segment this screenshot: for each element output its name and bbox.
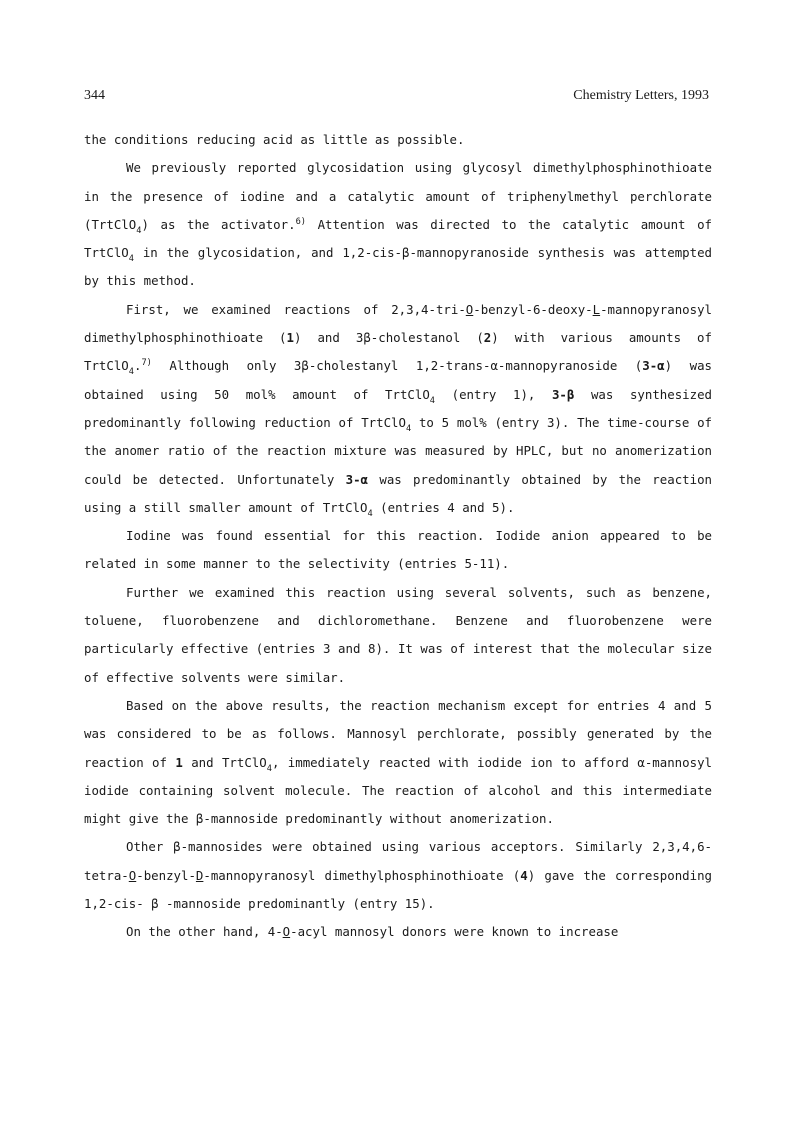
paragraph-glycosidation: [84, 154, 712, 295]
text-segment: L: [592, 301, 601, 317]
text-segment: O: [282, 924, 291, 940]
text-segment: to 5 mol% (entry 3). The time-course of the anomer ratio of the reaction mixture was measured by HPLC, but no anomerization could be detected. Unfortunately: [84, 414, 712, 487]
text-segment: On the other hand, 4-: [126, 924, 283, 940]
text-segment: -benzyl-: [136, 867, 196, 883]
text-segment: .: [133, 358, 142, 374]
text-segment: We previously reported glycosidation using glycosyl dimethylphosphinothioate in the presence of iodine and a catalytic amount of triphenylmethyl perchlorate (TrtClO: [84, 160, 712, 232]
text-segment: 4: [128, 367, 134, 378]
text-segment: ) was obtained using 50 mol% amount of TrtClO: [84, 358, 712, 402]
text-segment: -mannopyranosyl dimethylphosphinothioate (: [203, 867, 521, 883]
text-segment: Based on the above results, the reaction mechanism except for entries 4 and 5 was considered to be as follows. Mannosyl perchlorate, possibly generated by the reaction of: [84, 697, 712, 770]
text-segment: -benzyl-6-deoxy-: [473, 301, 593, 317]
text-segment: , immediately reacted with iodide ion to afford α-mannosyl iodide containing solvent molecule. The reaction of alcohol and this intermediate might give the β-mannoside predominantly without anomerization.: [84, 754, 712, 827]
text-segment: O: [128, 867, 137, 883]
text-segment: was synthesized predominantly following reduction of TrtClO: [84, 386, 713, 430]
text-segment: ) as the activator.: [141, 216, 296, 232]
text-segment: 4: [429, 395, 436, 406]
text-segment: First, we examined reactions of 2,3,4-tri-: [126, 301, 466, 317]
text-segment: 3-α: [642, 358, 665, 374]
text-segment: Other β-mannosides were obtained using various acceptors. Similarly 2,3,4,6-tetra-: [84, 839, 712, 883]
paragraph-iodine: [84, 522, 712, 579]
text-segment: 1: [175, 754, 183, 770]
paragraph-acyl-donors: [84, 918, 712, 946]
text-segment: 6): [295, 216, 306, 227]
text-segment: 7): [141, 358, 152, 369]
page-number: 344: [84, 88, 105, 103]
text-segment: 3-α: [345, 471, 369, 487]
text-segment: D: [195, 867, 204, 883]
text-segment: ) and 3β-cholestanol (: [293, 330, 484, 346]
text-segment: 2: [483, 330, 492, 346]
text-segment: 1: [286, 330, 294, 346]
text-segment: (entry 1),: [435, 386, 552, 402]
text-segment: Although only 3β-cholestanyl 1,2-trans-α-mannopyranoside (: [151, 358, 643, 374]
text-segment: 4: [405, 423, 412, 434]
paragraph-solvents: [84, 579, 712, 692]
text-segment: 4: [128, 254, 134, 265]
text-segment: the conditions reducing acid as little as possible.: [84, 132, 465, 147]
text-segment: 4: [136, 225, 142, 236]
text-segment: and TrtClO: [182, 754, 267, 770]
text-segment: ) with various amounts of TrtClO: [84, 330, 712, 374]
text-segment: was predominantly obtained by the reaction using a still smaller amount of TrtClO: [84, 471, 712, 515]
text-segment: Iodine was found essential for this reaction. Iodide anion appeared to be related in some manner to the selectivity (entries 5-11).: [84, 528, 712, 572]
paragraph-reactions: [84, 296, 712, 522]
text-segment: in the glycosidation, and 1,2-cis-β-mannopyranoside synthesis was attempted by this method.: [84, 245, 712, 289]
text-segment: -mannopyranosyl dimethylphosphinothioate (: [84, 301, 712, 346]
text-segment: 3-β: [551, 386, 575, 402]
text-segment: ) gave the corresponding 1,2-cis- β -mannoside predominantly (entry 15).: [84, 867, 712, 912]
text-segment: 4: [367, 508, 373, 519]
text-segment: 4: [520, 867, 528, 883]
paragraph-acceptors: [84, 833, 712, 918]
paragraph-mechanism: [84, 692, 712, 833]
text-segment: Further we examined this reaction using several solvents, such as benzene, toluene, fluorobenzene and dichloromethane. Benzene and fluorobenzene were particularly effective (entries 3 and 8). It was of interest that the molecular size of effective solvents were similar.: [84, 584, 712, 685]
journal-header: Chemistry Letters, 1993: [573, 88, 709, 103]
text-segment: -acyl mannosyl donors were known to increase: [290, 924, 619, 940]
body-text: [84, 126, 712, 947]
paragraph-continuation: [84, 126, 712, 154]
text-segment: (entries 4 and 5).: [372, 499, 515, 515]
text-segment: Attention was directed to the catalytic amount of TrtClO: [84, 216, 712, 261]
text-segment: 4: [266, 763, 272, 774]
text-segment: O: [465, 301, 474, 317]
